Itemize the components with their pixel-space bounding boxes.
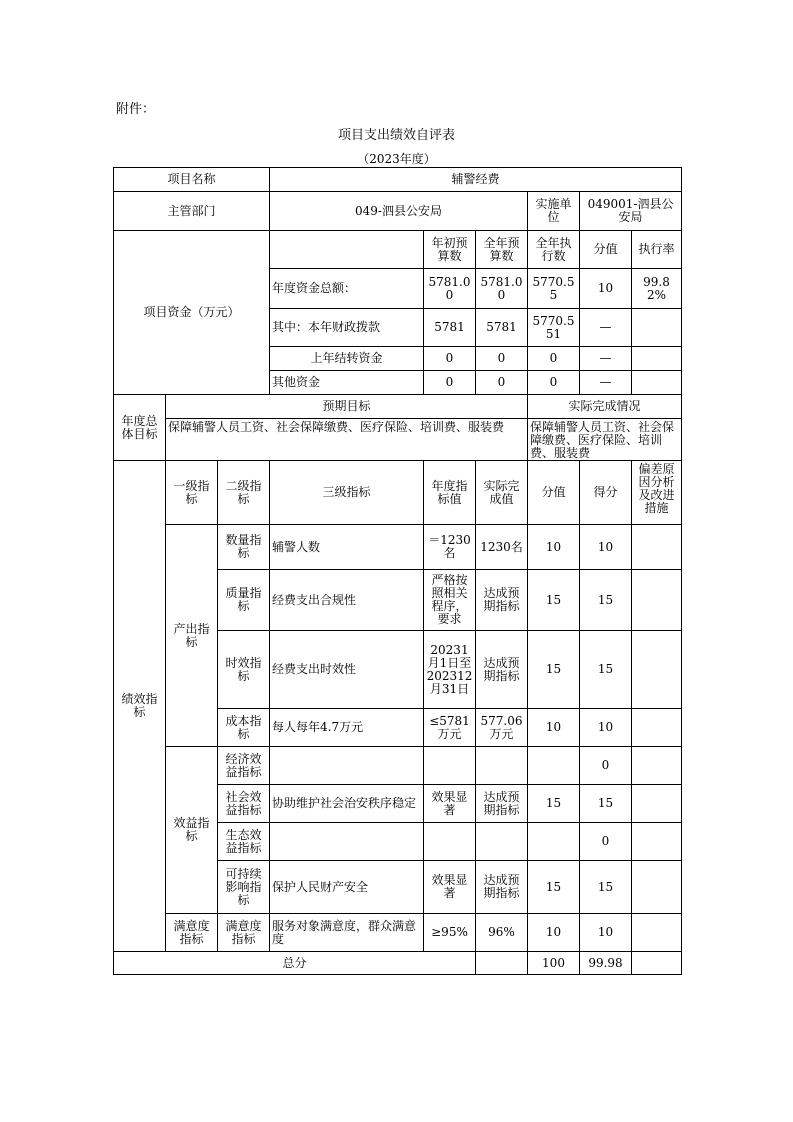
impl-value: 049001-泗县公安局 bbox=[580, 192, 682, 231]
funds-cell: 5781.00 bbox=[476, 269, 528, 309]
funds-cell: 10 bbox=[580, 269, 632, 309]
actual-value bbox=[476, 747, 528, 785]
total-score: 100 bbox=[528, 952, 580, 975]
deviation-note bbox=[632, 709, 682, 747]
target-value: ＝1230名 bbox=[424, 525, 476, 570]
target-value: 效果显著 bbox=[424, 861, 476, 914]
level2-indicator: 成本指标 bbox=[218, 709, 270, 747]
funds-header-blank bbox=[270, 231, 424, 269]
actual-value: 577.06万元 bbox=[476, 709, 528, 747]
target-value: 效果显著 bbox=[424, 785, 476, 823]
total-note bbox=[632, 952, 682, 975]
got-score: 0 bbox=[580, 747, 632, 785]
funds-cell: 0 bbox=[528, 347, 580, 371]
actual-value bbox=[476, 823, 528, 861]
funds-cell: 0 bbox=[528, 371, 580, 395]
indicators-header: 得分 bbox=[580, 461, 632, 525]
score: 10 bbox=[528, 525, 580, 570]
total-label: 总分 bbox=[114, 952, 476, 975]
score bbox=[528, 823, 580, 861]
deviation-note bbox=[632, 747, 682, 785]
funds-cell: 0 bbox=[424, 347, 476, 371]
level3-indicator bbox=[270, 823, 424, 861]
level2-indicator: 时效指标 bbox=[218, 631, 270, 709]
funds-cell: 0 bbox=[476, 371, 528, 395]
funds-cell: 5770.551 bbox=[528, 309, 580, 347]
score: 15 bbox=[528, 631, 580, 709]
funds-header: 年初预算数 bbox=[424, 231, 476, 269]
indicators-header: 三级指标 bbox=[270, 461, 424, 525]
got-score: 10 bbox=[580, 914, 632, 952]
goals-expected-header: 预期目标 bbox=[166, 395, 528, 419]
actual-value: 1230名 bbox=[476, 525, 528, 570]
indicators-header: 分值 bbox=[528, 461, 580, 525]
funds-cell: — bbox=[580, 347, 632, 371]
goals-actual-header: 实际完成情况 bbox=[528, 395, 682, 419]
got-score: 15 bbox=[580, 570, 632, 631]
funds-cell: 5770.55 bbox=[528, 269, 580, 309]
form-year: （2023年度） bbox=[357, 152, 436, 166]
score: 10 bbox=[528, 709, 580, 747]
level3-indicator: 辅警人数 bbox=[270, 525, 424, 570]
funds-cell: 5781.00 bbox=[424, 269, 476, 309]
funds-label: 项目资金（万元） bbox=[114, 231, 270, 395]
got-score: 15 bbox=[580, 861, 632, 914]
form-title: 项目支出绩效自评表 bbox=[337, 128, 455, 143]
self-evaluation-table bbox=[113, 167, 682, 975]
score: 10 bbox=[528, 914, 580, 952]
level1-indicator: 效益指标 bbox=[166, 747, 218, 914]
got-score: 15 bbox=[580, 785, 632, 823]
deviation-note bbox=[632, 823, 682, 861]
goals-label: 年度总体目标 bbox=[114, 395, 166, 461]
project-name-label: 项目名称 bbox=[114, 168, 270, 192]
funds-cell: — bbox=[580, 371, 632, 395]
total-got: 99.98 bbox=[580, 952, 632, 975]
actual-value: 达成预期指标 bbox=[476, 631, 528, 709]
got-score: 15 bbox=[580, 631, 632, 709]
funds-cell: — bbox=[580, 309, 632, 347]
project-name-value: 辅警经费 bbox=[270, 168, 682, 192]
funds-cell: 0 bbox=[424, 371, 476, 395]
target-value: 严格按照相关程序，要求 bbox=[424, 570, 476, 631]
indicators-header: 年度指标值 bbox=[424, 461, 476, 525]
target-value bbox=[424, 747, 476, 785]
level2-indicator: 数量指标 bbox=[218, 525, 270, 570]
got-score: 10 bbox=[580, 525, 632, 570]
goals-actual-text: 保障辅警人员工资、社会保障缴费、医疗保险、培训费、服装费 bbox=[528, 419, 682, 461]
level2-indicator: 满意度指标 bbox=[218, 914, 270, 952]
deviation-note bbox=[632, 861, 682, 914]
actual-value: 达成预期指标 bbox=[476, 785, 528, 823]
target-value: 20231月1日至202312月31日 bbox=[424, 631, 476, 709]
deviation-note bbox=[632, 914, 682, 952]
funds-row-label: 其他资金 bbox=[270, 371, 424, 395]
funds-cell bbox=[632, 371, 682, 395]
impl-label: 实施单位 bbox=[528, 192, 580, 231]
deviation-note bbox=[632, 525, 682, 570]
target-value: ≤5781万元 bbox=[424, 709, 476, 747]
funds-cell: 5781 bbox=[424, 309, 476, 347]
level2-indicator: 经济效益指标 bbox=[218, 747, 270, 785]
funds-header: 执行率 bbox=[632, 231, 682, 269]
level1-indicator: 满意度指标 bbox=[166, 914, 218, 952]
actual-value: 96% bbox=[476, 914, 528, 952]
score: 15 bbox=[528, 861, 580, 914]
indicators-header: 偏差原因分析及改进措施 bbox=[632, 461, 682, 525]
funds-header: 全年预算数 bbox=[476, 231, 528, 269]
score bbox=[528, 747, 580, 785]
level3-indicator: 经费支出时效性 bbox=[270, 631, 424, 709]
indicators-label: 绩效指标 bbox=[114, 461, 166, 952]
funds-cell bbox=[632, 347, 682, 371]
level1-indicator: 产出指标 bbox=[166, 525, 218, 747]
deviation-note bbox=[632, 631, 682, 709]
score: 15 bbox=[528, 570, 580, 631]
actual-value: 达成预期指标 bbox=[476, 570, 528, 631]
level3-indicator: 服务对象满意度，群众满意度 bbox=[270, 914, 424, 952]
level2-indicator: 社会效益指标 bbox=[218, 785, 270, 823]
indicators-header: 一级指标 bbox=[166, 461, 218, 525]
funds-header: 分值 bbox=[580, 231, 632, 269]
level3-indicator: 协助维护社会治安秩序稳定 bbox=[270, 785, 424, 823]
target-value bbox=[424, 823, 476, 861]
actual-value: 达成预期指标 bbox=[476, 861, 528, 914]
goals-expected-text: 保障辅警人员工资、社会保障缴费、医疗保险、培训费、服装费 bbox=[166, 419, 528, 461]
target-value: ≥95% bbox=[424, 914, 476, 952]
funds-cell: 0 bbox=[476, 347, 528, 371]
score: 15 bbox=[528, 785, 580, 823]
indicators-header: 二级指标 bbox=[218, 461, 270, 525]
got-score: 0 bbox=[580, 823, 632, 861]
total-blank bbox=[476, 952, 528, 975]
funds-row-label: 其中：本年财政拨款 bbox=[270, 309, 424, 347]
indicators-header: 实际完成值 bbox=[476, 461, 528, 525]
got-score: 10 bbox=[580, 709, 632, 747]
funds-cell bbox=[632, 309, 682, 347]
level3-indicator bbox=[270, 747, 424, 785]
attachment-label: 附件： bbox=[116, 102, 156, 117]
funds-row-label: 年度资金总额： bbox=[270, 269, 424, 309]
level2-indicator: 质量指标 bbox=[218, 570, 270, 631]
level3-indicator: 保护人民财产安全 bbox=[270, 861, 424, 914]
funds-header: 全年执行数 bbox=[528, 231, 580, 269]
deviation-note bbox=[632, 785, 682, 823]
level2-indicator: 可持续影响指标 bbox=[218, 861, 270, 914]
level3-indicator: 每人每年4.7万元 bbox=[270, 709, 424, 747]
funds-row-label: 上年结转资金 bbox=[270, 347, 424, 371]
deviation-note bbox=[632, 570, 682, 631]
dept-value: 049-泗县公安局 bbox=[270, 192, 528, 231]
level2-indicator: 生态效益指标 bbox=[218, 823, 270, 861]
level3-indicator: 经费支出合规性 bbox=[270, 570, 424, 631]
funds-cell: 99.82% bbox=[632, 269, 682, 309]
funds-cell: 5781 bbox=[476, 309, 528, 347]
dept-label: 主管部门 bbox=[114, 192, 270, 231]
